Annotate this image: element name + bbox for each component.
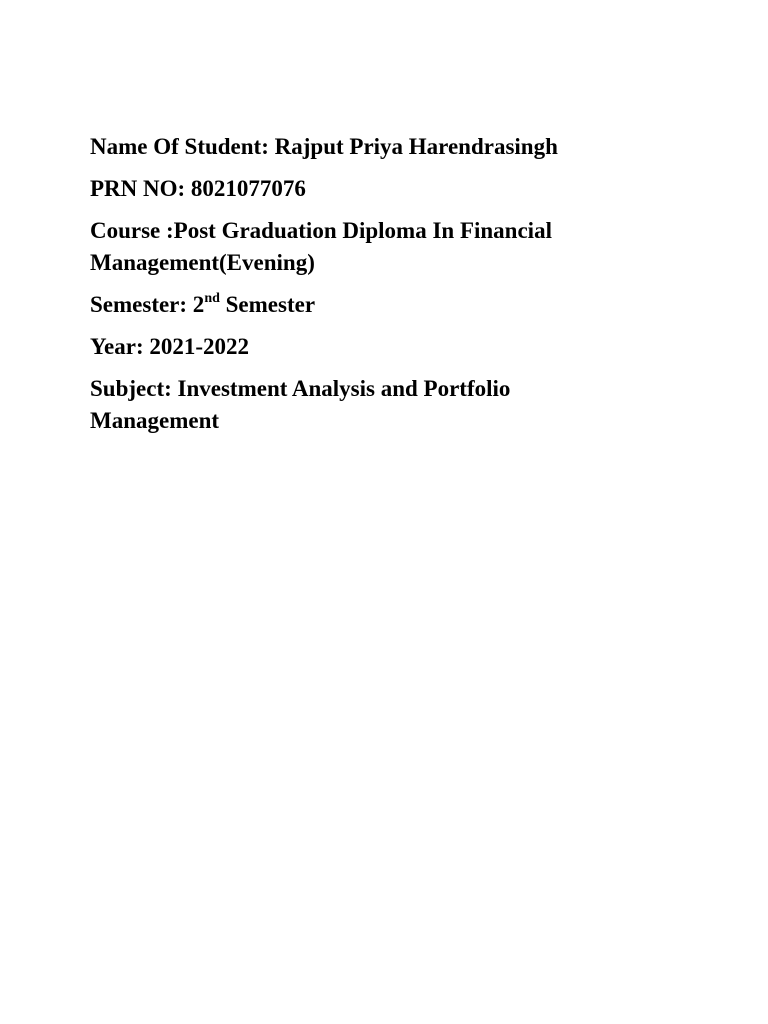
semester-suffix: Semester [219, 292, 316, 317]
semester-ordinal-suffix: nd [204, 291, 220, 307]
semester-line [90, 289, 650, 321]
year-line: Year: 2021-2022 [90, 334, 250, 359]
prn-line: PRN NO: 8021077076 [90, 176, 306, 201]
semester-prefix: Semester: 2 [90, 292, 205, 317]
course-line-2: Management(Evening) [90, 250, 315, 275]
student-details [90, 131, 650, 447]
subject-line-2: Management [90, 408, 220, 433]
subject-block [90, 373, 650, 437]
course-line-1: Course :Post Graduation Diploma In Financial [90, 218, 552, 243]
subject-line-1: Subject: Investment Analysis and Portfolio [90, 376, 511, 401]
student-name-line: Name Of Student: Rajput Priya Harendrasingh [90, 134, 558, 159]
course-block [90, 215, 650, 279]
